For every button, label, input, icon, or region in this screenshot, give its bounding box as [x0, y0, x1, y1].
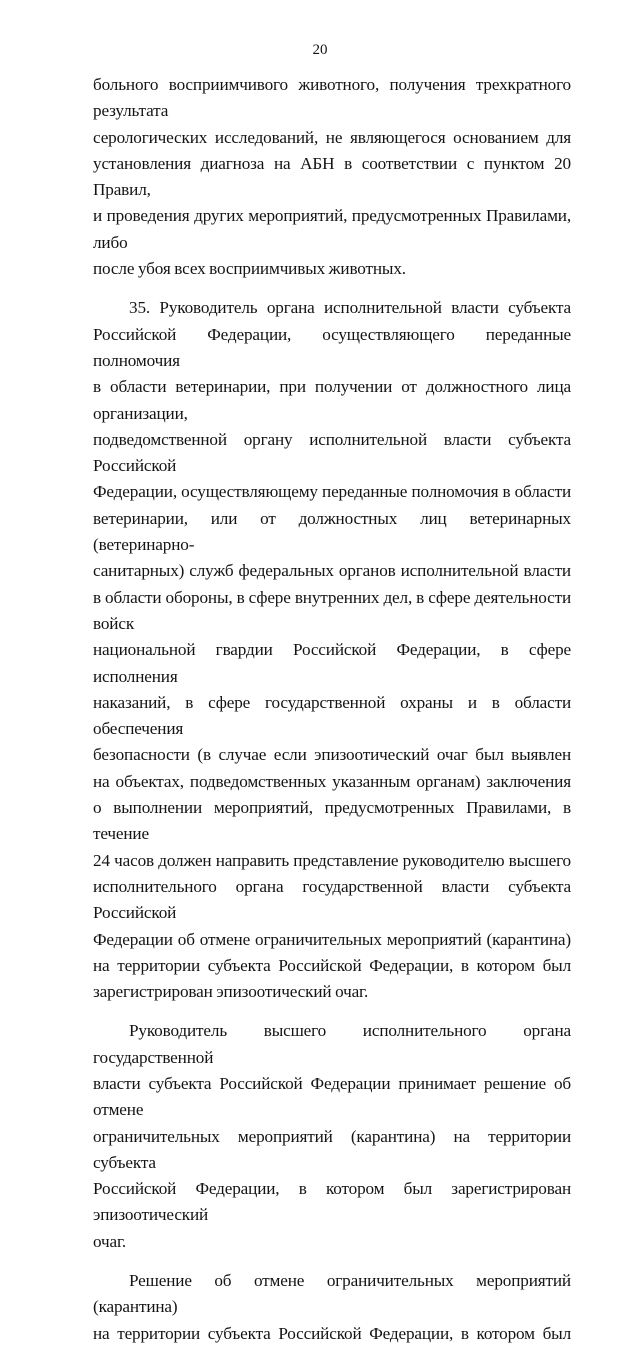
- paragraph-line: очаг.: [93, 1231, 127, 1251]
- paragraph-line: исполнительного органа государственной власти субъекта Российской: [93, 876, 571, 923]
- document-body: [93, 72, 571, 1347]
- paragraph-line: на территории субъекта Российской Федерации, в котором был: [93, 1323, 571, 1343]
- paragraph-line: Российской Федерации, осуществляющего переданные полномочия: [93, 324, 571, 370]
- paragraph-line: Федерации, осуществляющему переданные полномочия в области: [93, 482, 571, 502]
- paragraph-line: установления диагноза на АБН в соответствии с пунктом 20 Правил,: [93, 153, 571, 200]
- paragraph-line: 35. Руководитель органа исполнительной власти субъекта: [129, 298, 571, 318]
- paragraph-line: в области ветеринарии, при получении от должностного лица организации,: [93, 377, 571, 423]
- paragraph-gap: [93, 282, 571, 295]
- paragraph-line: после убоя всех восприимчивых животных.: [93, 259, 406, 279]
- paragraph-line: наказаний, в сфере государственной охраны и в области обеспечения: [93, 692, 571, 739]
- paragraph-line: Решение об отмене ограничительных мероприятий (карантина): [93, 1271, 571, 1317]
- paragraph-line: серологических исследований, не являющегося основанием для: [93, 127, 571, 147]
- paragraph-line: безопасности (в случае если эпизоотический очаг был выявлен: [93, 745, 571, 765]
- paragraph-line: подведомственной органу исполнительной власти субъекта Российской: [93, 429, 571, 476]
- paragraph-line: зарегистрирован эпизоотический очаг.: [93, 982, 369, 1002]
- paragraph-line: Руководитель высшего исполнительного органа государственной: [93, 1021, 571, 1067]
- paragraph-line: Российской Федерации, в котором был зарегистрирован эпизоотический: [93, 1179, 571, 1225]
- paragraph-line: ветеринарии, или от должностных лиц ветеринарных (ветеринарно-: [93, 508, 571, 555]
- paragraph-line: больного восприимчивого животного, получения трехкратного результата: [93, 75, 571, 121]
- paragraph-line: на объектах, подведомственных указанным органам) заключения: [93, 771, 571, 791]
- paragraph-line: санитарных) служб федеральных органов исполнительной власти: [93, 561, 571, 581]
- paragraph-line: и проведения других мероприятий, предусмотренных Правилами, либо: [93, 206, 571, 252]
- paragraph-line: национальной гвардии Российской Федерации, в сфере исполнения: [93, 640, 571, 686]
- paragraph-line: власти субъекта Российской Федерации принимает решение об отмене: [93, 1073, 571, 1120]
- page-number: 20: [312, 42, 328, 58]
- paragraph-line: 24 часов должен направить представление руководителю высшего: [93, 850, 571, 870]
- paragraph-line: о выполнении мероприятий, предусмотренных Правилами, в течение: [93, 798, 571, 844]
- paragraph-gap: [93, 1255, 571, 1268]
- paragraph-line: ограничительных мероприятий (карантина) на территории субъекта: [93, 1126, 571, 1172]
- paragraph-line: в области обороны, в сфере внутренних дел, в сфере деятельности войск: [93, 587, 571, 633]
- paragraph-line: Федерации об отмене ограничительных мероприятий (карантина): [93, 929, 571, 949]
- paragraph-gap: [93, 1005, 571, 1018]
- paragraph-line: на территории субъекта Российской Федерации, в котором был: [93, 955, 571, 975]
